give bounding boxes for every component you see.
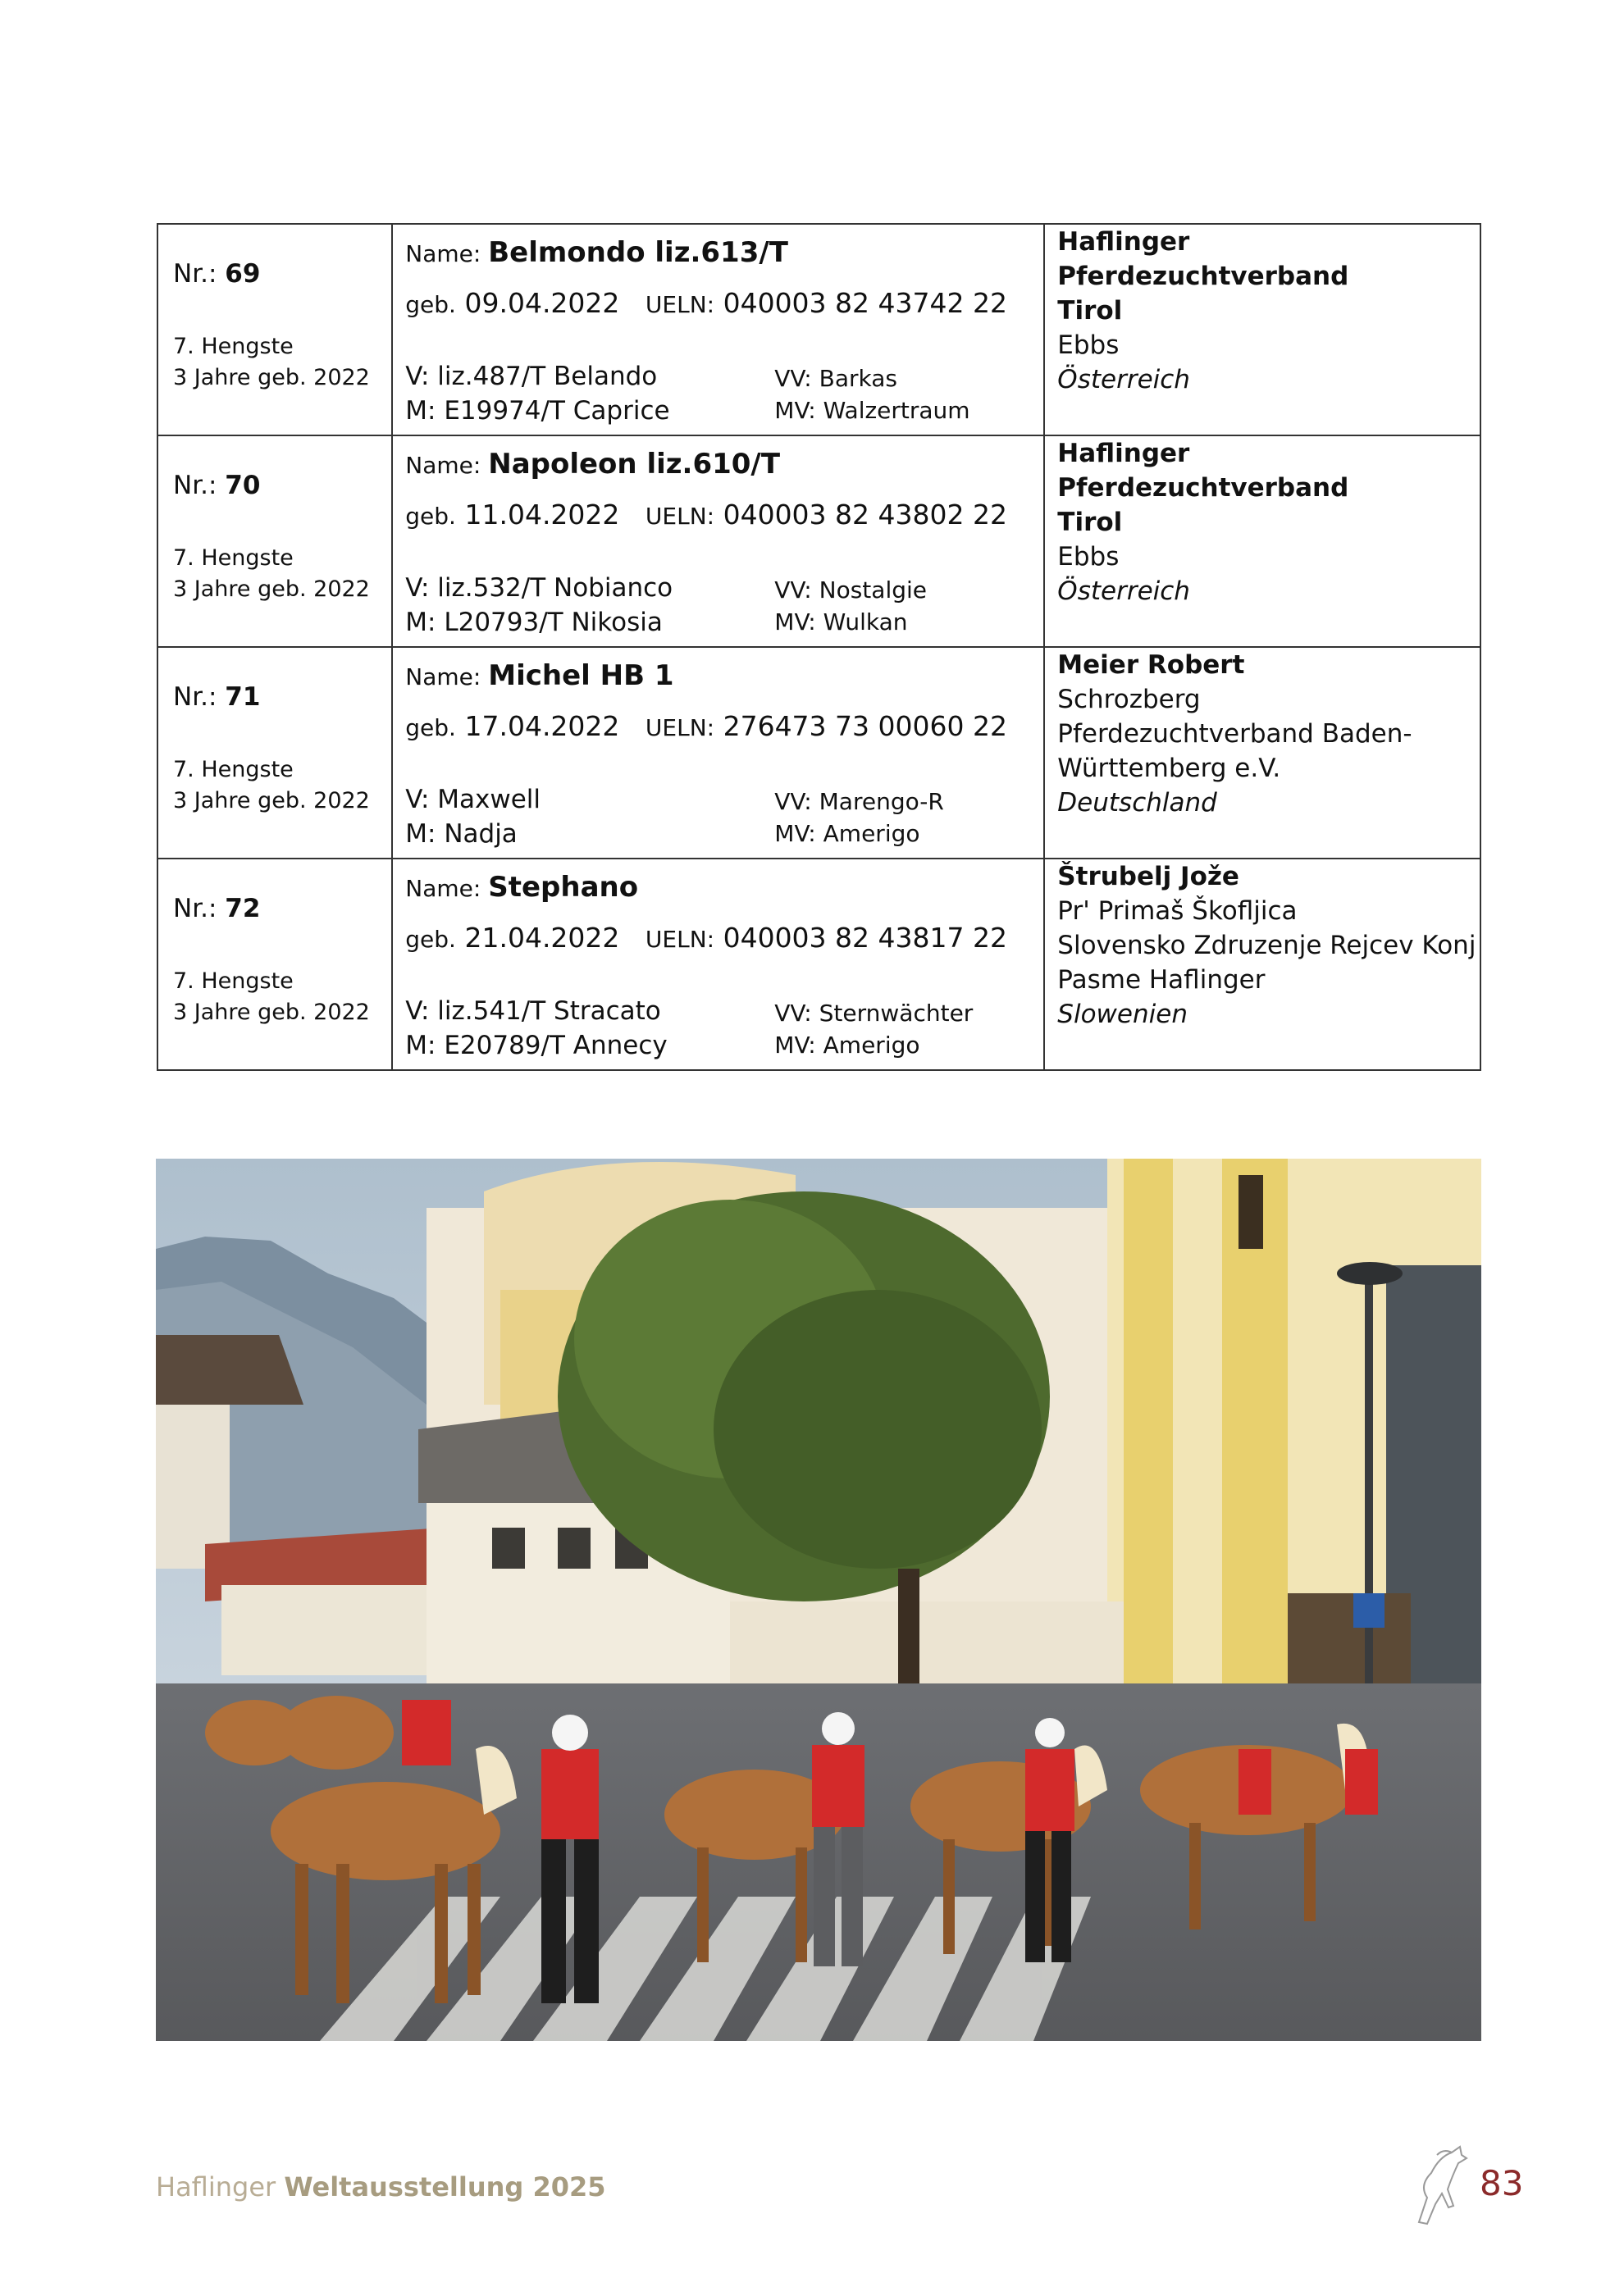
entry-class	[173, 331, 370, 394]
owner-detail: Slovensko Zdruzenje Rejcev Konj	[1057, 931, 1476, 960]
dam: M: L20793/T Nikosia	[405, 608, 663, 637]
owner-country: Österreich	[1057, 365, 1190, 394]
owner-detail: Pr' Primaš Škofljica	[1057, 896, 1298, 926]
horse-logo-icon	[1403, 2140, 1471, 2229]
owner-country: Österreich	[1057, 576, 1190, 606]
horse-parents	[405, 359, 669, 428]
sire: V: Maxwell	[405, 785, 541, 814]
horse-parents	[405, 782, 541, 851]
horse-details-cell	[392, 224, 1044, 435]
horse-grandsires	[774, 574, 927, 638]
entry-number-cell	[157, 647, 392, 859]
owner-block	[1057, 436, 1480, 608]
entry-row	[157, 224, 1480, 435]
paternal-grandsire: VV: Nostalgie	[774, 576, 927, 604]
horse-birth-ueln: geb. 17.04.2022 UELN: 276473 73 00060 22	[405, 710, 1007, 742]
dam: M: Nadja	[405, 819, 518, 849]
paternal-grandsire: VV: Barkas	[774, 365, 897, 392]
maternal-grandsire: MV: Wulkan	[774, 608, 908, 636]
class-age: 3 Jahre geb. 2022	[173, 788, 370, 813]
owner-block	[1057, 648, 1412, 820]
owner-detail: Schrozberg	[1057, 685, 1201, 714]
page-number: 83	[1480, 2163, 1524, 2203]
entry-number-cell	[157, 859, 392, 1070]
class-age: 3 Jahre geb. 2022	[173, 1000, 370, 1025]
class-name: 7. Hengste	[173, 334, 294, 359]
haflinger-parade-photo	[156, 1159, 1481, 2041]
owner-cell	[1044, 435, 1480, 647]
horse-birth-ueln: geb. 09.04.2022 UELN: 040003 82 43742 22	[405, 287, 1007, 319]
horse-grandsires	[774, 997, 973, 1061]
owner-cell	[1044, 859, 1480, 1070]
entry-row	[157, 647, 1480, 859]
class-name: 7. Hengste	[173, 545, 294, 571]
owner-block	[1057, 225, 1480, 397]
entries-table	[157, 223, 1481, 1071]
entry-number: Nr.: 70	[173, 471, 261, 500]
owner-country: Deutschland	[1057, 788, 1217, 818]
owner-detail: Ebbs	[1057, 330, 1120, 360]
sire: V: liz.532/T Nobianco	[405, 573, 673, 603]
paternal-grandsire: VV: Marengo-R	[774, 788, 944, 815]
footer-title: Haflinger Weltausstellung 2025	[156, 2171, 606, 2203]
owner-name: Haflinger Pferdezuchtverband	[1057, 439, 1349, 503]
owner-name: Tirol	[1057, 296, 1123, 326]
owner-name: Tirol	[1057, 508, 1123, 537]
entry-class	[173, 543, 370, 605]
class-name: 7. Hengste	[173, 757, 294, 782]
owner-country: Slowenien	[1057, 1000, 1188, 1029]
entry-number-cell	[157, 435, 392, 647]
horse-name: Name: Michel HB 1	[405, 659, 674, 692]
horse-name: Name: Belmondo liz.613/T	[405, 236, 788, 269]
sire: V: liz.541/T Stracato	[405, 996, 661, 1026]
maternal-grandsire: MV: Walzertraum	[774, 397, 970, 424]
entry-number: Nr.: 69	[173, 259, 261, 289]
entry-row	[157, 435, 1480, 647]
horse-name: Name: Napoleon liz.610/T	[405, 448, 781, 481]
owner-detail: Württemberg e.V.	[1057, 754, 1281, 783]
horse-grandsires	[774, 362, 969, 426]
horse-parents	[405, 571, 673, 640]
maternal-grandsire: MV: Amerigo	[774, 820, 920, 847]
entry-number: Nr.: 71	[173, 682, 261, 712]
owner-block	[1057, 859, 1476, 1032]
class-name: 7. Hengste	[173, 968, 294, 994]
owner-cell	[1044, 224, 1480, 435]
horse-details-cell	[392, 647, 1044, 859]
class-age: 3 Jahre geb. 2022	[173, 576, 370, 602]
paternal-grandsire: VV: Sternwächter	[774, 1000, 974, 1027]
sire: V: liz.487/T Belando	[405, 362, 658, 391]
horse-parents	[405, 994, 667, 1063]
horse-details-cell	[392, 859, 1044, 1070]
entry-class	[173, 966, 370, 1028]
entry-row	[157, 859, 1480, 1070]
horse-details-cell	[392, 435, 1044, 647]
dam: M: E19974/T Caprice	[405, 396, 670, 426]
owner-detail: Pferdezuchtverband Baden-	[1057, 719, 1412, 749]
class-age: 3 Jahre geb. 2022	[173, 365, 370, 390]
owner-name: Haflinger Pferdezuchtverband	[1057, 227, 1349, 291]
owner-detail: Pasme Haflinger	[1057, 965, 1266, 995]
horse-birth-ueln: geb. 11.04.2022 UELN: 040003 82 43802 22	[405, 499, 1007, 531]
owner-name: Štrubelj Jože	[1057, 862, 1239, 891]
horse-birth-ueln: geb. 21.04.2022 UELN: 040003 82 43817 22	[405, 922, 1007, 954]
entry-number: Nr.: 72	[173, 894, 261, 923]
entry-number-cell	[157, 224, 392, 435]
owner-cell	[1044, 647, 1480, 859]
maternal-grandsire: MV: Amerigo	[774, 1032, 920, 1059]
owner-detail: Ebbs	[1057, 542, 1120, 572]
dam: M: E20789/T Annecy	[405, 1031, 668, 1060]
horse-grandsires	[774, 786, 944, 850]
owner-name: Meier Robert	[1057, 650, 1245, 680]
horse-name: Name: Stephano	[405, 871, 639, 904]
entry-class	[173, 754, 370, 817]
